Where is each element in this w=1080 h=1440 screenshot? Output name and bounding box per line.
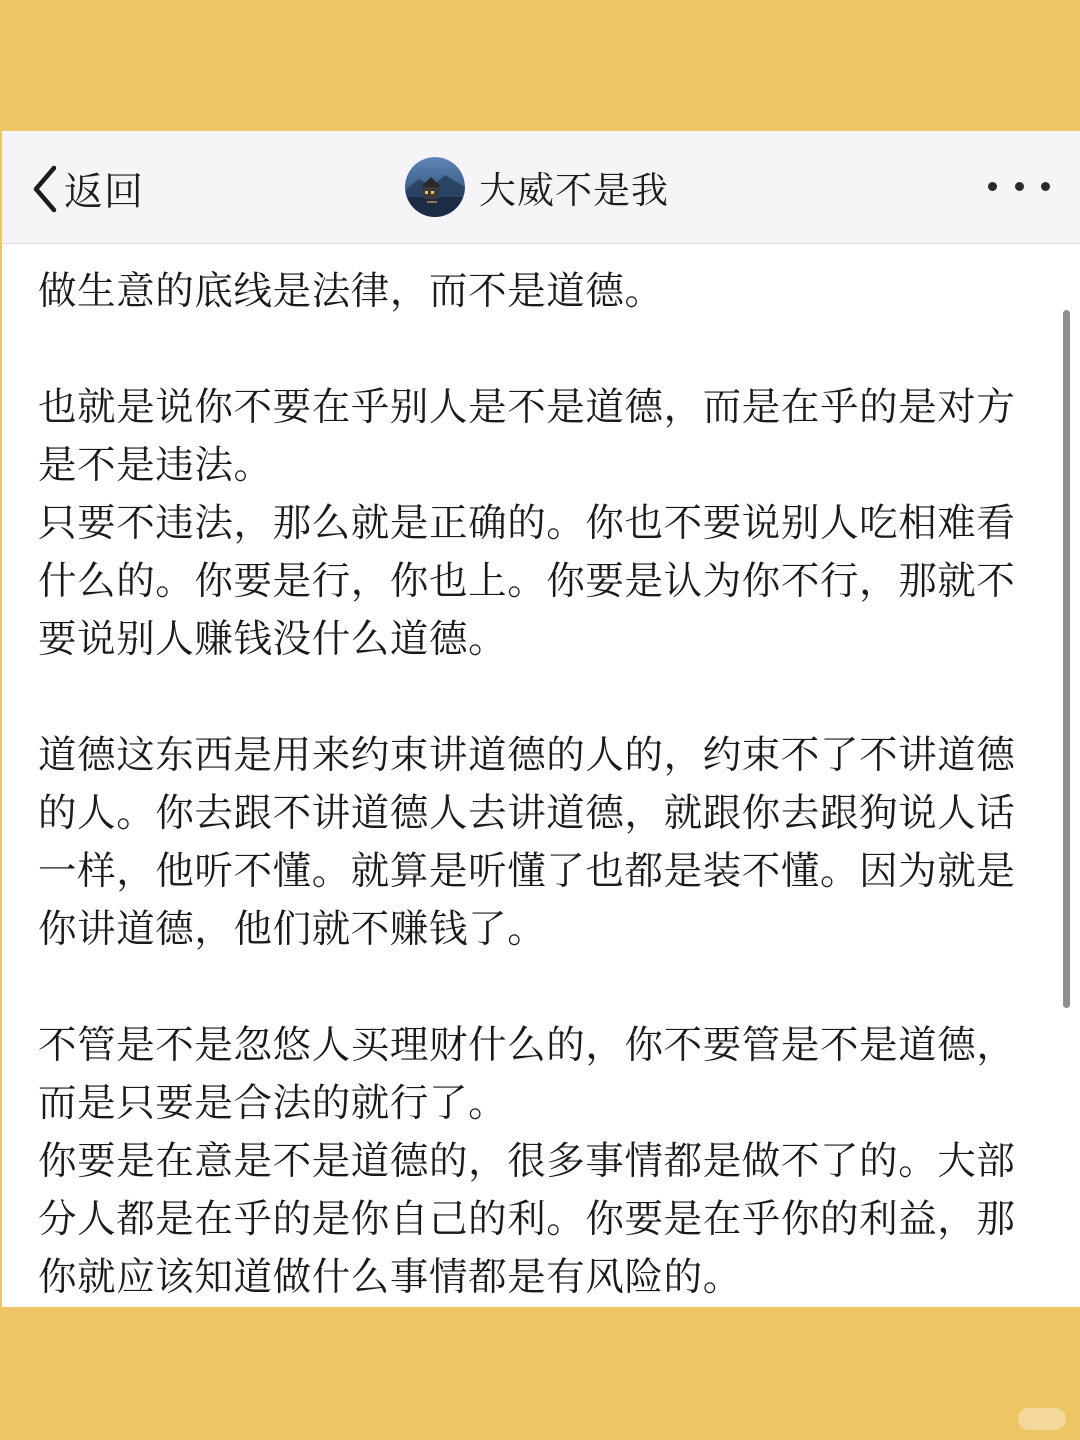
post-content xyxy=(38,263,1028,1307)
paragraph: 道德这东西是用来约束讲道德的人的，约束不了不讲道德的人。你去跟不讲道德人去讲道德，就跟你去跟狗说人话一样，他听不懂。就算是听懂了也都是装不懂。因为就是你讲道德，他们就不赚钱了。 xyxy=(38,733,1016,952)
chevron-left-icon xyxy=(32,165,58,213)
paragraph: 你要是在意是不是道德的，很多事情都是做不了的。大部分人都是在乎的是你自己的利。你要是在乎你的利益，那你就应该知道做什么事情都是有风险的。 xyxy=(38,1139,1016,1300)
watermark xyxy=(1018,1408,1066,1430)
paragraph: 也就是说你不要在乎别人是不是道德，而是在乎的是对方是不是违法。 xyxy=(38,385,1016,488)
paragraph-gap xyxy=(38,669,1028,727)
navigation-bar xyxy=(2,131,1080,244)
paragraph-gap xyxy=(38,959,1028,1017)
profile-name: 大威不是我 xyxy=(479,169,669,212)
paragraph: 不管是不是忽悠人买理财什么的，你不要管是不是道德，而是只要是合法的就行了。 xyxy=(38,1023,1016,1126)
back-label: 返回 xyxy=(64,170,145,215)
scrollbar[interactable] xyxy=(1063,310,1070,1008)
more-dot-icon xyxy=(988,182,997,191)
back-button[interactable] xyxy=(32,161,144,217)
more-dot-icon xyxy=(1041,182,1050,191)
profile-title[interactable] xyxy=(405,157,669,217)
paragraph: 只要不违法，那么就是正确的。你也不要说别人吃相难看什么的。你要是行，你也上。你要是认为你不行，那就不要说别人赚钱没什么道德。 xyxy=(38,501,1016,662)
more-options-button[interactable] xyxy=(988,171,1050,201)
paragraph: 做生意的底线是法律，而不是道德。 xyxy=(38,269,664,314)
screenshot-card xyxy=(2,131,1080,1307)
more-dot-icon xyxy=(1015,182,1024,191)
avatar[interactable] xyxy=(405,157,465,217)
paragraph-gap xyxy=(38,321,1028,379)
